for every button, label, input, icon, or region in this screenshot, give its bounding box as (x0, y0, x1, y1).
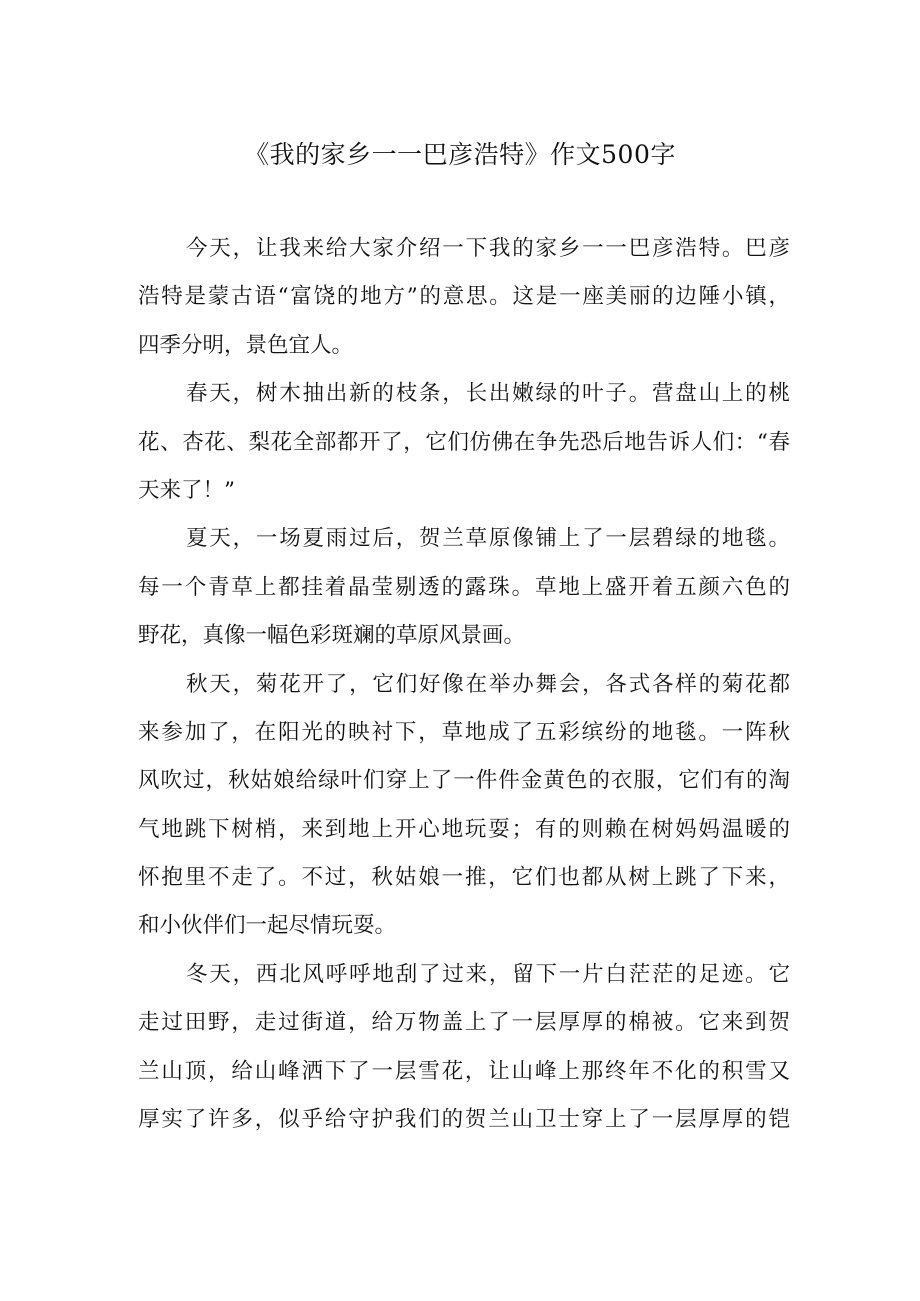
text-line: 每一个青草上都挂着晶莹剔透的露珠。草地上盛开着五颜六色的 (138, 574, 790, 600)
text-line: 气地跳下树梢，来到地上开心地玩耍；有的则赖在树妈妈温暖的 (138, 816, 790, 842)
text-line: 浩特是蒙古语“富饶的地方”的意思。这是一座美丽的边陲小镇， (138, 284, 790, 310)
text-line: 来参加了，在阳光的映衬下，草地成了五彩缤纷的地毯。一阵秋 (138, 719, 790, 745)
text-line: 今天，让我来给大家介绍一下我的家乡一一巴彦浩特。巴彦 (186, 236, 790, 261)
text-line: 走过田野，走过街道，给万物盖上了一层厚厚的棉被。它来到贺 (138, 1010, 790, 1036)
text-line: 风吹过，秋姑娘给绿叶们穿上了一件件金黄色的衣服，它们有的淘 (138, 768, 790, 794)
text-line: 四季分明，景色宜人。 (138, 332, 354, 358)
document-body (138, 225, 790, 1144)
paragraph-spring (138, 370, 790, 515)
text-line: 夏天，一场夏雨过后，贺兰草原像铺上了一层碧绿的地毯。 (186, 526, 790, 552)
paragraph-winter (138, 951, 790, 1145)
text-line: 秋天，菊花开了，它们好像在举办舞会，各式各样的菊花都 (186, 671, 790, 697)
text-line: 厚实了许多，似乎给守护我们的贺兰山卫士穿上了一层厚厚的铠 (138, 1107, 790, 1133)
document-title: 《我的家乡一一巴彦浩特》作文500字 (244, 140, 676, 169)
text-line: 冬天，西北风呼呼地刮了过来，留下一片白茫茫的足迹。它 (186, 961, 790, 987)
text-line: 花、杏花、梨花全部都开了，它们仿佛在争先恐后地告诉人们：“春 (138, 429, 790, 455)
text-line: 春天，树木抽出新的枝条，长出嫩绿的叶子。营盘山上的桃 (186, 381, 790, 407)
paragraph-autumn (138, 661, 790, 951)
text-line: 天来了！” (138, 477, 235, 503)
text-line: 野花，真像一幅色彩斑斓的草原风景画。 (138, 623, 526, 649)
text-line: 兰山顶，给山峰洒下了一层雪花，让山峰上那终年不化的积雪又 (138, 1058, 790, 1084)
paragraph-summer (138, 515, 790, 660)
text-line: 怀抱里不走了。不过，秋姑娘一推，它们也都从树上跳了下来， (138, 865, 790, 891)
paragraph-intro (138, 225, 790, 370)
text-line: 和小伙伴们一起尽情玩耍。 (138, 913, 397, 939)
